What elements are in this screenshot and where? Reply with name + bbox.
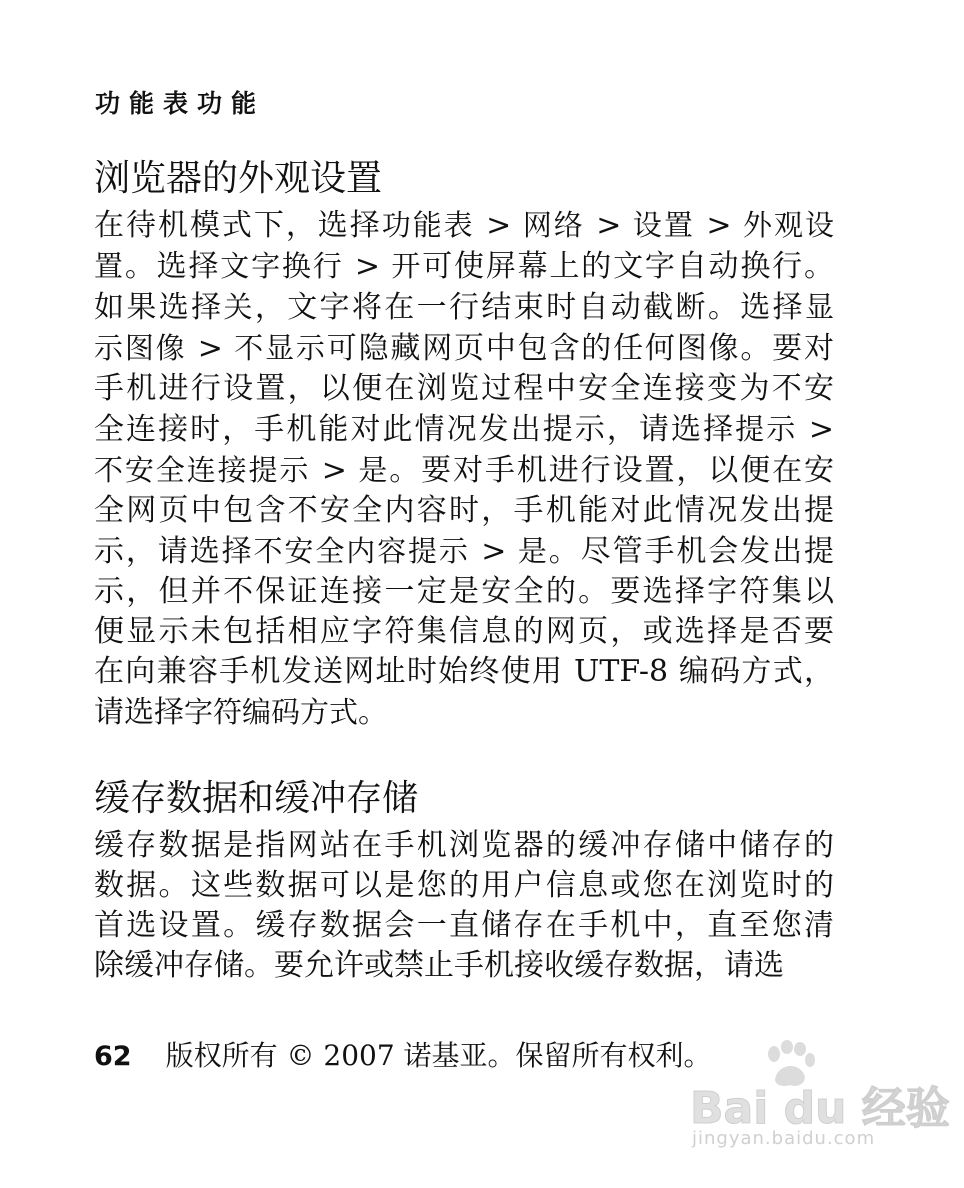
menu-term: 置 xyxy=(94,249,125,283)
text-run: 。选择 xyxy=(124,249,221,284)
paragraph-line xyxy=(94,369,834,409)
text-run: > xyxy=(469,534,518,569)
section-title-cache-data: 缓存数据和缓冲存储 xyxy=(94,778,419,819)
copyright-notice: 版权所有 © 2007 诺基亚。保留所有权利。 xyxy=(165,1039,712,1072)
text-run: 全连接时，手机能对此情况发出提示，请选择 xyxy=(94,412,736,447)
baidu-jingyan-watermark xyxy=(690,1040,950,1180)
paragraph-line xyxy=(94,652,834,692)
menu-term: 文字换行 xyxy=(220,249,344,283)
text-run: > xyxy=(186,331,235,366)
paragraph-line xyxy=(94,866,834,906)
paragraph-line xyxy=(94,205,834,246)
menu-term: 显 xyxy=(805,290,835,324)
text-run: ，文字将在一行结束时自动截断。选择 xyxy=(254,290,805,325)
menu-term: 功能表 xyxy=(381,208,475,242)
text-run: 可使屏幕上的文字自动换行。 xyxy=(422,249,834,284)
text-run: 全网页中包含不安全内容时，手机能对此情况发出提 xyxy=(94,493,834,528)
paragraph-line xyxy=(94,946,834,986)
menu-term: 不安全内容提示 xyxy=(253,534,470,568)
menu-term: 示图像 xyxy=(94,331,187,365)
menu-term: 不显示 xyxy=(234,331,327,365)
text-run: 请选择 xyxy=(94,695,184,730)
text-run: > xyxy=(343,249,392,284)
watermark-brand: Bai du 经验 xyxy=(690,1083,950,1134)
text-run: > xyxy=(797,412,834,447)
paragraph-line xyxy=(94,409,834,450)
paragraph-line xyxy=(94,246,834,287)
menu-term: 设置 xyxy=(632,208,695,242)
page-number: 62 xyxy=(94,1041,132,1072)
paragraph-line xyxy=(94,531,834,572)
menu-term: 不安全连接提示 xyxy=(94,453,311,487)
text-run: 如果选择 xyxy=(94,290,224,325)
text-run: > xyxy=(474,208,523,243)
text-run: 可隐藏网页中包含的任何图像。要对 xyxy=(326,331,834,366)
text-run: 首选设置。缓存数据会一直储存在手机中，直至您清 xyxy=(94,908,834,943)
text-run: > xyxy=(694,208,744,243)
watermark-url: jingyan.baidu.com xyxy=(692,1128,876,1149)
menu-term: 外观设 xyxy=(743,208,834,242)
paragraph-line xyxy=(94,612,834,652)
text-run: 手机进行设置，以便在浏览过程中安全连接变为不安 xyxy=(94,371,834,406)
paragraph-line xyxy=(94,491,834,531)
paragraph-line xyxy=(94,906,834,946)
menu-term: 是 xyxy=(517,534,549,568)
text-run: 便显示未包括相应字符集信息的网页，或选择是否要 xyxy=(94,614,834,649)
paragraph-line xyxy=(94,826,834,866)
paragraph-line xyxy=(94,328,834,369)
text-run: 除缓冲存储。要允许或禁止手机接收缓存数据，请选 xyxy=(94,948,784,983)
menu-term: 字符编码方式 xyxy=(184,695,359,729)
menu-term: 开 xyxy=(391,249,423,283)
page-footer xyxy=(94,1034,712,1074)
text-run: > xyxy=(310,453,359,488)
paragraph-line xyxy=(94,450,834,491)
text-run: 示，请选择 xyxy=(94,534,254,569)
text-run: 在向兼容手机发送网址时始终使用 UTF-8 编码方式， xyxy=(94,654,834,689)
text-run: 数据。这些数据可以是您的用户信息或您在浏览时的 xyxy=(94,868,834,903)
browser-appearance-paragraph xyxy=(94,205,834,733)
text-run: 缓存数据是指网站在手机浏览器的缓冲存储中储存的 xyxy=(94,828,834,863)
menu-term: 是 xyxy=(358,453,390,487)
text-run: 。尽管手机会发出提 xyxy=(548,534,834,569)
menu-term: 网络 xyxy=(522,208,585,242)
cache-data-paragraph xyxy=(94,826,834,986)
menu-term: 提示 xyxy=(735,412,798,446)
text-run: 示，但并不保证连接一定是安全的。要选择字符集以 xyxy=(94,574,834,609)
text-run: 在待机模式下，选择 xyxy=(94,208,382,243)
paragraph-line xyxy=(94,572,834,612)
text-run: 。要对手机进行设置，以便在安 xyxy=(389,453,834,488)
section-title-browser-appearance: 浏览器的外观设置 xyxy=(94,158,383,199)
menu-term: 关 xyxy=(223,290,255,324)
running-head: 功能表功能 xyxy=(95,89,266,118)
paragraph-line xyxy=(94,287,834,328)
paragraph-line xyxy=(94,692,834,733)
text-run: 。 xyxy=(358,695,389,730)
text-run: > xyxy=(584,208,633,243)
